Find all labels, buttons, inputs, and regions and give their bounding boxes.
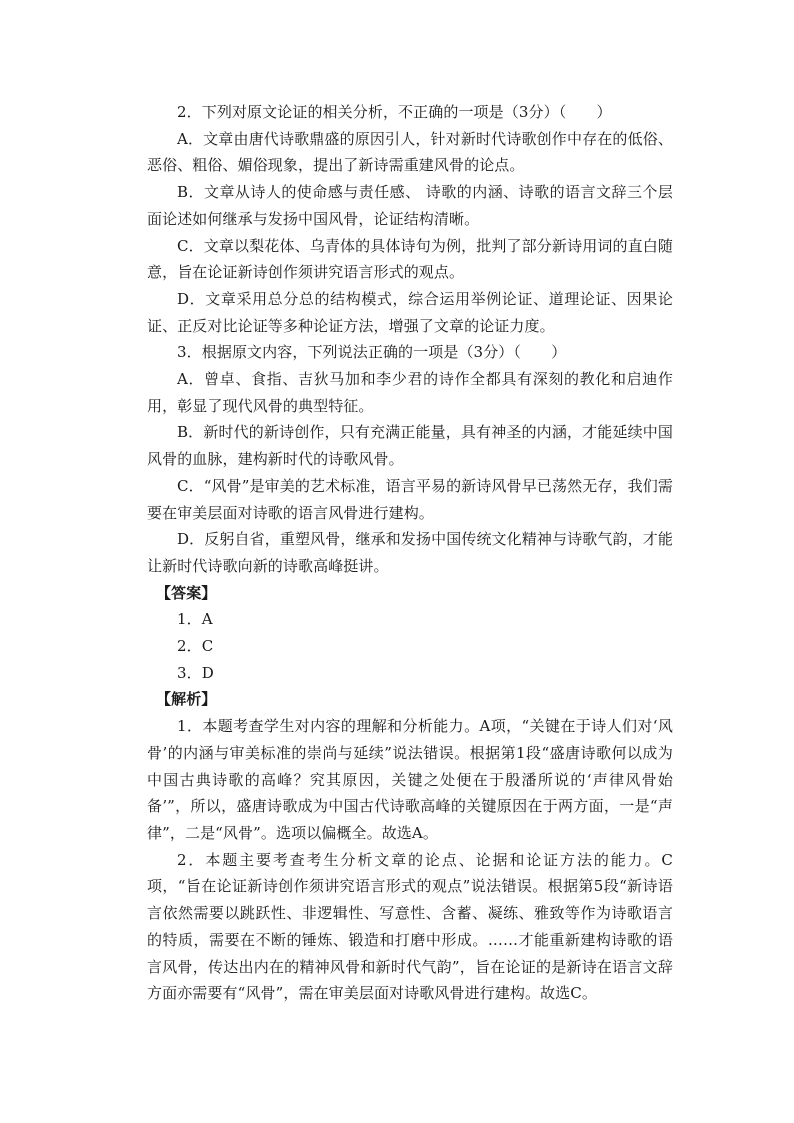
answer-item-3: 3．D bbox=[177, 663, 214, 682]
answer-item-2: 2．C bbox=[177, 637, 214, 656]
question-2-option-d: D．文章采用总分总的结构模式，综合运用举例论证、道理论证、因果论证、正反对比论证等多种论证方法，增强了文章的论证力度。 bbox=[147, 289, 673, 335]
analysis-paragraph-2: 2．本题主要考查考生分析文章的论点、论据和论证方法的能力。C项，“旨在论证新诗创作须讲究语言形式的观点”说法错误。根据第5段“新诗语言依然需要以跳跃性、非逻辑性、写意性、含蓄、凝练、雅致等作为诗歌语言的特质，需要在不断的锤炼、锻造和打磨中形成。……才能重新建构诗歌的语言风骨，传达出内在的精神风骨和新时代气韵”，旨在论证的是新诗在语言文辞方面亦需要有“风骨”，需在审美层面对诗歌风骨进行建构。故选C。 bbox=[147, 850, 673, 1003]
analysis-heading: 【解析】 bbox=[156, 690, 217, 709]
answer-item-1: 1．A bbox=[177, 610, 213, 629]
question-2-option-a: A．文章由唐代诗歌鼎盛的原因引人，针对新时代诗歌创作中存在的低俗、恶俗、粗俗、媚俗现象，提出了新诗需重建风骨的论点。 bbox=[147, 129, 673, 175]
question-3-option-a: A．曾卓、食指、吉狄马加和李少君的诗作全都具有深刻的教化和启迪作用，彰显了现代风骨的典型特征。 bbox=[147, 370, 673, 415]
answer-heading: 【答案】 bbox=[156, 583, 217, 602]
question-2-option-b: B．文章从诗人的使命感与责任感、 诗歌的内涵、诗歌的语言文辞三个层面论述如何继承与发扬中国风骨，论证结构清晰。 bbox=[147, 183, 673, 228]
question-3-option-c: C．“风骨”是审美的艺术标准，语言平易的新诗风骨早已荡然无存，我们需要在审美层面对诗歌的语言风骨进行建构。 bbox=[147, 476, 673, 522]
question-2-option-c: C．文章以梨花体、乌青体的具体诗句为例，批判了部分新诗用词的直白随意，旨在论证新诗创作须讲究语言形式的观点。 bbox=[147, 236, 673, 282]
question-3-option-b: B．新时代的新诗创作，只有充满正能量，具有神圣的内涵，才能延续中国风骨的血脉，建构新时代的诗歌风骨。 bbox=[147, 423, 673, 469]
question-3-option-d: D．反躬自省，重塑风骨，继承和发扬中国传统文化精神与诗歌气韵，才能让新时代诗歌向新的诗歌高峰挺讲。 bbox=[147, 530, 673, 575]
question-2-stem: 2．下列对原文论证的相关分析，不正确的一项是（3分）（ ） bbox=[177, 103, 612, 121]
analysis-paragraph-1: 1．本题考查学生对内容的理解和分析能力。A项，“关键在于诗人们对‘风骨’的内涵与审美标准的崇尚与延续”说法错误。根据第1段“盛唐诗歌何以成为中国古典诗歌的高峰？究其原因，关键之处便在于殷潘所说的‘声律风骨始备’”，所以，盛唐诗歌成为中国古代诗歌高峰的关键原因在于两方面，一是“声律”，二是“风骨”。选项以偏概全。故选A。 bbox=[147, 717, 673, 842]
document-body bbox=[147, 99, 673, 1007]
question-3-stem: 3．根据原文内容，下列说法正确的一项是（3分）（ ） bbox=[177, 343, 567, 362]
